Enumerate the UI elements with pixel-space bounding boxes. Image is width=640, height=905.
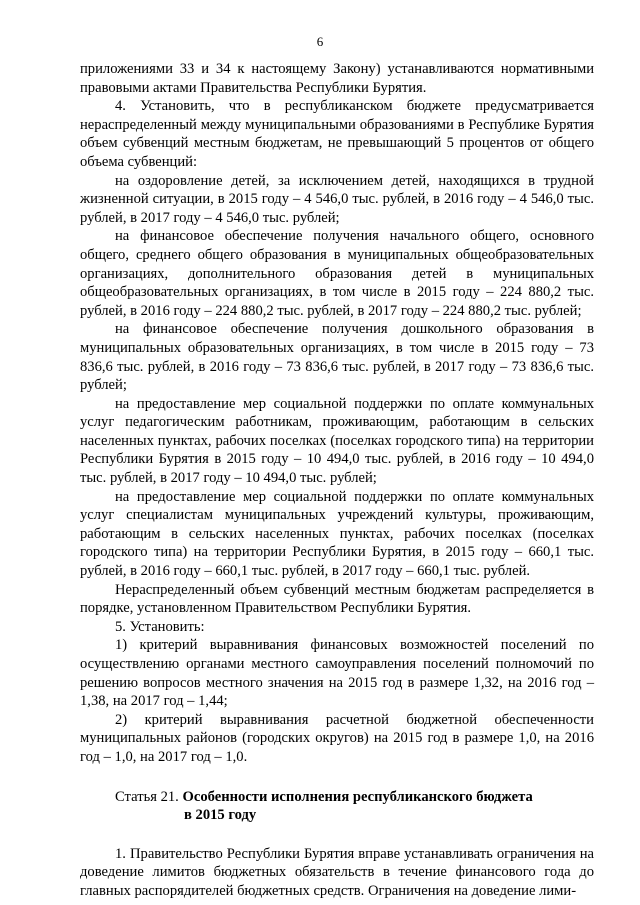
article-title-line2: в 2015 году [184,807,257,824]
paragraph: 4. Установить, что в республиканском бюджете предусматривается нераспределенный между муниципальными образованиями в Республике Бурятия объем субвенций местным бюджетам, не превышающий 5 процентов от общего объема субвенций: [80,98,594,170]
paragraph-after: 1. Правительство Республики Бурятия вправе устанавливать ограничения на доведение лимитов бюджетных обязательств в течение финансового года до главных распорядителей бюджетных средств. Ограничения на доведение лими- [80,845,594,899]
spacer [80,826,594,845]
article-title-line1: Особенности исполнения республиканского бюджета [182,788,533,805]
paragraph: на финансовое обеспечение получения дошкольного образования в муниципальных образовательных организациях, в том числе в 2015 году – 73 836,6 тыс. рублей, в 2016 году – 73 836,6 тыс. рублей, в 2017 году – 73 836,6 тыс. рублей; [80,321,594,394]
paragraph: 5. Установить: [115,618,205,635]
paragraph: на предоставление мер социальной поддержки по оплате коммунальных услуг педагогическим работникам, проживающим, работающим в сельских населенных пунктах, рабочих поселках (поселках городского типа) на территории Республики Бурятия в 2015 году – 10 494,0 тыс. рублей, в 2016 году – 10 494,0 тыс. рублей, в 2017 году – 10 494,0 тыс. рублей; [80,395,594,487]
paragraph: на предоставление мер социальной поддержки по оплате коммунальных услуг специалистам муниципальных учреждений культуры, проживающим, работающим в сельских населенных пунктах, рабочих поселках (поселках городского типа) на территории Республики Бурятия, в 2015 году – 660,1 тыс. рублей, в 2016 году – 660,1 тыс. рублей, в 2017 году – 660,1 тыс. рублей. [80,488,594,580]
document-body [80,60,594,900]
article-heading [80,788,594,826]
paragraphs-before [80,60,594,767]
paragraph: на оздоровление детей, за исключением детей, находящихся в трудной жизненной ситуации, в 2015 году – 4 546,0 тыс. рублей, в 2016 году – 4 546,0 тыс. рублей, в 2017 году – 4 546,0 тыс. рублей; [80,172,594,226]
paragraph: 2) критерий выравнивания расчетной бюджетной обеспеченности муниципальных районов (городских округов) на 2015 год в размере 1,0, на 2016 год – 1,0, на 2017 год – 1,0. [80,711,594,765]
paragraph: приложениями 33 и 34 к настоящему Закону) устанавливаются нормативными правовыми актами Правительства Республики Бурятия. [80,61,594,96]
paragraph: Нераспределенный объем субвенций местным бюджетам распределяется в порядке, установленном Правительством Республики Бурятия. [80,581,594,617]
paragraph: на финансовое обеспечение получения начального общего, основного общего, среднего общего образования в муниципальных общеобразовательных организациях, дополнительного образования детей в муниципальных общеобразовательных организациях, в том числе в 2015 году – 224 880,2 тыс. рублей, в 2016 году – 224 880,2 тыс. рублей, в 2017 году – 224 880,2 тыс. рублей; [80,228,594,319]
page-number: 6 [316,34,324,49]
article-label: Статья 21. [115,788,179,805]
article-heading-line1 [115,788,533,807]
paragraph: 1) критерий выравнивания финансовых возможностей поселений по осуществлению органами местного самоуправления поселений полномочий по решению вопросов местного значения на 2015 год в размере 1,32, на 2016 год – 1,38, на 2017 год – 1,44; [80,637,594,710]
